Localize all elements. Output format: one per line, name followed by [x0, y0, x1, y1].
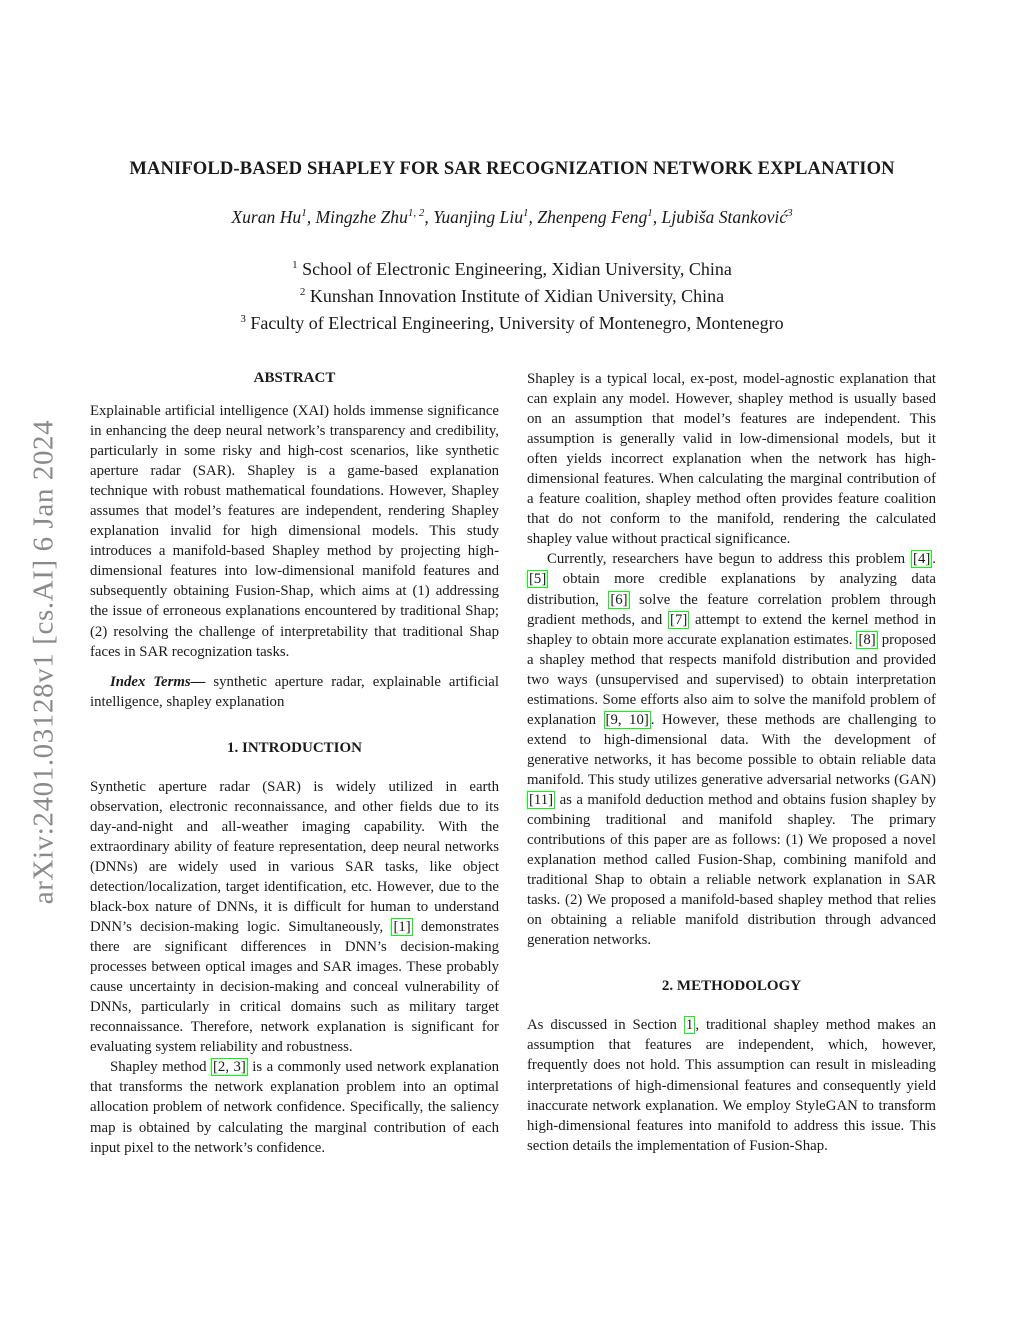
author-name: Xuran Hu [231, 207, 302, 227]
paragraph-text: Currently, researchers have begun to address this problem [547, 551, 912, 568]
introduction-heading: 1. INTRODUCTION [226, 739, 362, 756]
abstract-text: Explainable artificial intelligence (XAI) holds immense significance in enhancing the deep neural network’s transparency and credibility, particularly in some risky and high-cost scenarios, like synthetic aperture radar (SAR). Shapley is a game-based explanation technique with robust mathematical foundations. However, Shapley assumes that model’s features are independent, rendering Shapley explanation invalid for high dimensional models. This study introduces a manifold-based Shapley method by projecting high-dimensional features into low-dimensional manifold features and subsequently obtaining Fusion-Shap, which aims at (1) addressing the issue of erroneous explanations encountered by traditional Shap; (2) resolving the challenge of interpretability that traditional Shap faces in SAR recognization tasks. [90, 403, 499, 660]
author-name: Ljubiša Stanković [661, 207, 788, 227]
citation-link[interactable]: [9, 10] [605, 711, 649, 728]
affiliation [60, 254, 964, 281]
author-affiliation-mark: 1 [301, 207, 307, 220]
methodology-paragraph [527, 1015, 936, 1155]
abstract-heading: ABSTRACT [253, 370, 336, 386]
author-list: Xuran Hu$^1$, Mingzhe Zhu$^{1, 2}$, Yuanjing Liu$^1$, Zhenpeng Feng$^1$, Ljubiša Stanković$^3$ [231, 207, 793, 227]
affiliation-text: School of Electronic Engineering, Xidian University, China [302, 259, 732, 279]
paragraph-text: As discussed in Section [527, 1017, 684, 1034]
paragraph-text: solve the feature correlation problem through gradient methods, and [527, 591, 936, 628]
affiliation-text: Kunshan Innovation Institute of Xidian University, China [309, 286, 725, 306]
citation-link[interactable]: [11] [529, 791, 554, 808]
intro-paragraph [527, 549, 936, 950]
author-name: Yuanjing Liu [433, 207, 524, 227]
section-link[interactable]: 1 [685, 1017, 694, 1034]
paragraph-text: , traditional shapley method makes an assumption that features are independent, which, however, frequently does not hold. This assumption can result in misleading interpretations of high-dimensional features and consequently yield inaccurate network explanation. We employ StyleGAN to transform high-dimensional features into manifold to address this issue. This section details the implementation of Fusion-Shap. [527, 1017, 936, 1154]
index-terms-text: synthetic aperture radar, explainable artificial intelligence, shapley explanation [90, 673, 499, 710]
citation-link[interactable]: [1] [393, 919, 411, 936]
affiliation [60, 308, 964, 335]
right-column [527, 369, 936, 1156]
index-terms [90, 672, 499, 712]
citation-link[interactable]: [2, 3] [213, 1059, 246, 1076]
citation-link[interactable]: [7] [670, 611, 688, 628]
paragraph-text: attempt to extend the kernel method in shapley to obtain more accurate explanation estimates. [527, 611, 936, 648]
intro-paragraph [90, 777, 499, 1058]
affiliation-list [60, 254, 964, 335]
intro-paragraph-continued: Shapley is a typical local, ex-post, model-agnostic explanation that can explain any model. However, shapley method is usually based on an assumption that model’s features are independent. This assumption is generally valid in low-dimensional models, but it often yields incorrect explanation when the network has high-dimensional features. When calculating the marginal contribution of a feature coalition, shapley method often provides feature coalition that do not conform to the manifold, rendering the calculated shapley value without practical significance. [527, 371, 936, 548]
paragraph-text: as a manifold deduction method and obtains fusion shapley by combining traditional and manifold shapley. The primary contributions of this paper are as follows: (1) We proposed a novel explanation method called Fusion-Shap, combining manifold and traditional Shap to obtain a reliable network explanation in SAR tasks. (2) We proposed a manifold-based shapley method that relies on obtaining a reliable manifold distribution through advanced generation networks. [527, 791, 936, 949]
author-affiliation-mark: 1, 2 [407, 207, 425, 220]
author-affiliation-mark: 1 [523, 207, 529, 220]
citation-link[interactable]: [6] [610, 591, 628, 608]
citation-link[interactable]: [5] [529, 571, 547, 588]
index-terms-label: Index Terms— [110, 673, 206, 690]
citation-link[interactable]: [4] [913, 551, 931, 568]
methodology-heading: 2. METHODOLOGY [661, 978, 802, 995]
paragraph-text: demonstrates there are significant differences in DNN’s decision-making processes between optical images and SAR images. These probably cause uncertainty in decision-making and conceal vulnerability of DNNs, particularly in critical domains such as military target reconnaissance. Therefore, network explanation is significant for evaluating system reliability and robustness. [90, 919, 499, 1056]
author-affiliation-mark: 1 [647, 207, 653, 220]
author-affiliation-mark: 3 [787, 207, 793, 220]
affiliation-mark: 2 [299, 286, 306, 298]
arxiv-identifier: arXiv:2401.03128v1 [cs.AI] 6 Jan 2024 [27, 419, 60, 905]
author-name: Zhenpeng Feng [537, 207, 648, 227]
citation-link[interactable]: [8] [858, 631, 876, 648]
affiliation-text: Faculty of Electrical Engineering, University of Montenegro, Montenegro [250, 313, 784, 333]
affiliation [60, 281, 964, 308]
affiliation-mark: 1 [292, 259, 298, 271]
paragraph-text: . However, these methods are challenging to extend to high-dimensional data. With the development of generative networks, it has become possible to obtain reliable data manifold. This study utilizes generative adversarial networks (GAN) [527, 711, 936, 788]
paragraph-text: proposed a shapley method that respects manifold distribution and provided two ways (unsupervised and supervised) to obtain interpretation estimations. Some efforts also aim to solve the manifold problem of explanation [527, 631, 936, 728]
paragraph-text: obtain more credible explanations by analyzing data distribution, [527, 571, 936, 608]
paragraph-text: Shapley method [110, 1059, 211, 1076]
paragraph-text: Synthetic aperture radar (SAR) is widely utilized in earth observation, electronic reconnaissance, and other fields due to its day-and-night and all-weather imaging capability. With the extraordinary ability of feature representation, deep neural networks (DNNs) are widely used in various SAR tasks, like object detection/localization, target identification, etc. However, due to the black-box nature of DNNs, it is difficult for human to understand DNN’s decision-making logic. Simultaneously, [90, 778, 499, 936]
paragraph-text: . [932, 551, 936, 568]
left-column [90, 368, 499, 1158]
author-name: Mingzhe Zhu [315, 207, 408, 227]
intro-paragraph [90, 1057, 499, 1157]
paragraph-text: is a commonly used network explanation that transforms the network explanation problem into an optimal allocation problem of network confidence. Specifically, the saliency map is obtained by calculating the marginal contribution of each input pixel to the network’s confidence. [90, 1059, 500, 1156]
paper-title: MANIFOLD-BASED SHAPLEY FOR SAR RECOGNIZATION NETWORK EXPLANATION [129, 158, 895, 179]
affiliation-mark: 3 [240, 313, 246, 325]
